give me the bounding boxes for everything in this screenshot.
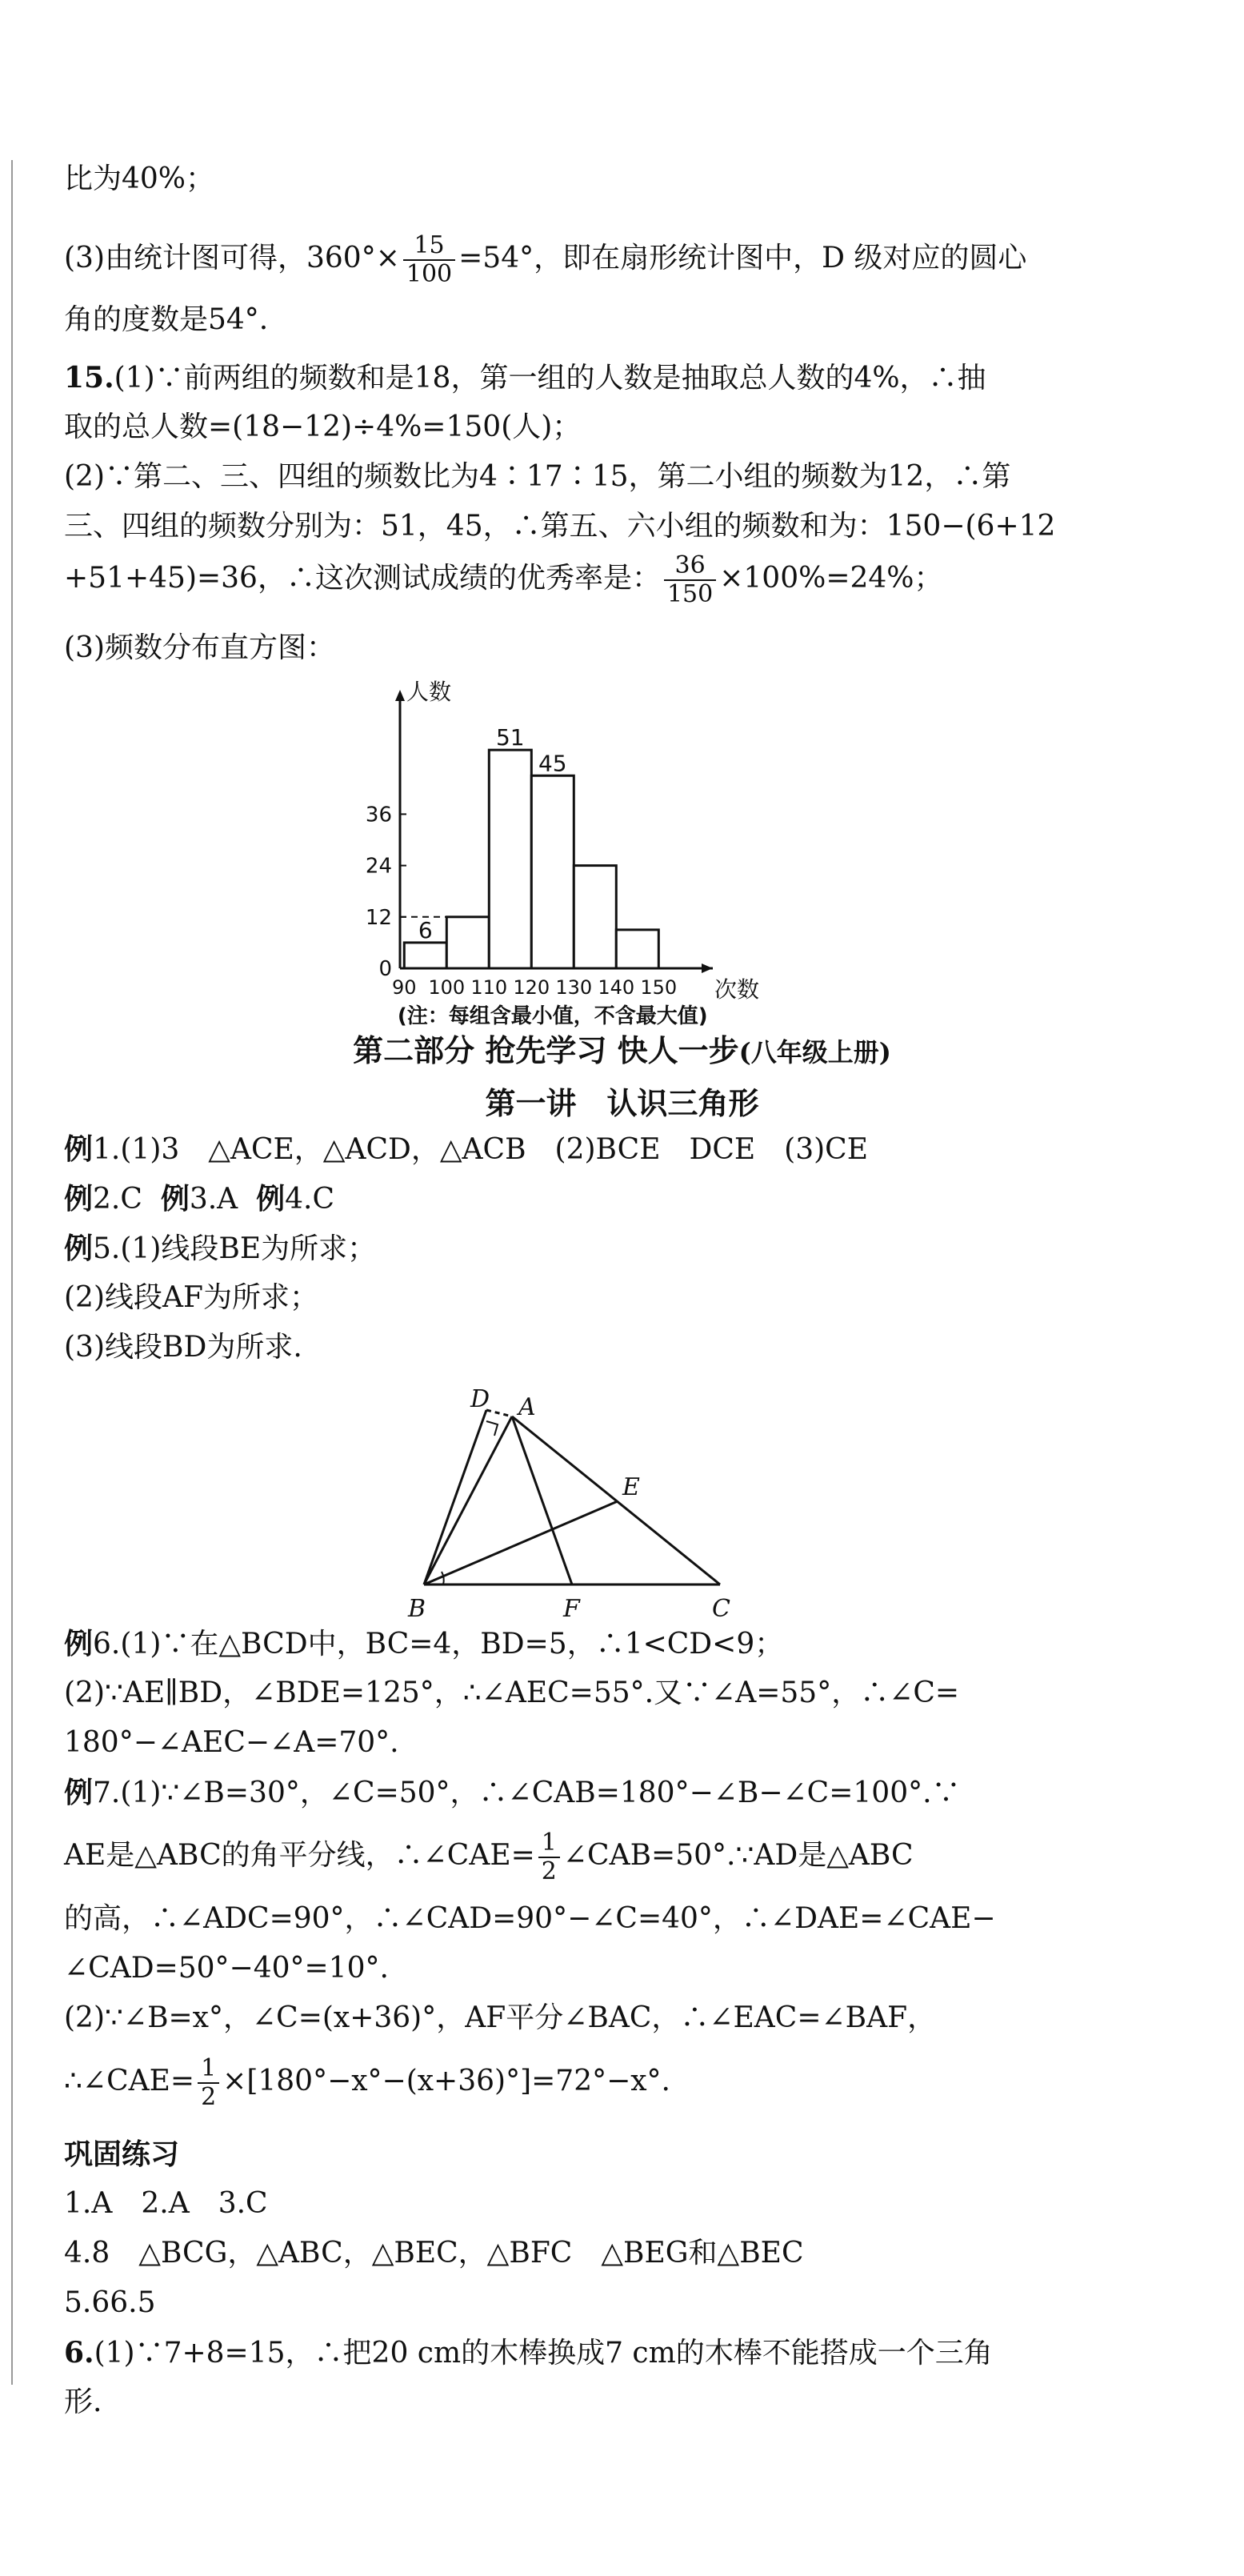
example-label: 例 (64, 1232, 94, 1265)
bar-value-label: 6 (418, 916, 433, 943)
label-e: E (622, 1473, 640, 1501)
bar-value-label: 51 (495, 724, 525, 751)
example-label: 例 (64, 1182, 94, 1216)
example-6 (64, 1625, 783, 1664)
histogram-note: (注：每组含最小值，不含最大值) (397, 1004, 708, 1028)
fraction-denominator: 150 (666, 580, 714, 608)
text-part: +51+45)=36，∴这次测试成绩的优秀率是： (64, 562, 661, 595)
y-tick-label: 36 (365, 803, 392, 827)
example-7-line-4: ∠CAD=50°−40°=10°. (64, 1952, 389, 1985)
label-f: F (563, 1595, 580, 1623)
problem-number: 15. (64, 361, 114, 395)
example-5-part-2: (2)线段AF为所求； (64, 1281, 318, 1314)
x-axis-arrow (702, 963, 713, 973)
problem-number: 6. (64, 2336, 94, 2370)
fraction (664, 552, 716, 608)
example-label: 例 (256, 1182, 286, 1216)
text-line-4 (64, 359, 986, 398)
practice-answer-4: 4.8 △BCG，△ABC，△BEC，△BFC △BEG和△BEC (64, 2237, 804, 2270)
example-1 (64, 1130, 868, 1169)
fraction-denominator: 100 (406, 260, 453, 288)
x-tick-label: 90 (392, 976, 417, 999)
margin-line (11, 160, 13, 2385)
text-part: (3)由统计图可得，360°× (64, 242, 400, 274)
fraction-numerator: 1 (538, 1829, 560, 1858)
text-part: 6.(1)∵在△BCD中，BC=4，BD=5，∴1<CD<9； (93, 1628, 784, 1661)
histogram-bar (489, 750, 531, 968)
example-label: 例 (64, 1132, 94, 1166)
part-heading-grade: (八年级上册) (738, 1037, 891, 1068)
part-heading-main: 第二部分 抢先学习 快人一步 (353, 1032, 739, 1068)
text-line-9: (3)频数分布直方图： (64, 631, 335, 664)
example-2-4 (64, 1180, 334, 1219)
x-axis-label: 次数 (714, 976, 760, 1003)
fraction-denominator: 2 (201, 2083, 217, 2111)
label-d: D (470, 1385, 490, 1413)
text-part: 2.C (93, 1183, 142, 1216)
practice-answer-6 (64, 2334, 993, 2373)
text-part: 1.(1)3 △ACE，△ACD，△ACB (2)BCE DCE (3)CE (93, 1133, 868, 1166)
fraction (538, 1829, 560, 1885)
histogram-bar (574, 866, 616, 968)
segment-bd (424, 1410, 486, 1584)
histogram-bar (404, 943, 446, 968)
y-axis-label: 人数 (406, 679, 452, 705)
practice-answers-1-3: 1.A 2.A 3.C (64, 2187, 268, 2220)
label-a: A (518, 1393, 536, 1421)
segment-be (424, 1501, 618, 1584)
y-axis-arrow (395, 690, 405, 701)
example-5 (64, 1229, 376, 1268)
fraction-numerator: 15 (403, 232, 455, 261)
text-line-7: 三、四组的频数分别为：51，45，∴第五、六小组的频数和为：150−(6+12 (64, 510, 1056, 543)
fraction (198, 2055, 219, 2111)
example-6-part-2: (2)∵AE∥BD，∠BDE=125°，∴∠AEC=55°.又∵∠A=55°，∴∠C= (64, 1677, 960, 1709)
fraction-denominator: 2 (541, 1857, 557, 1885)
fraction-numerator: 1 (198, 2055, 219, 2084)
text-part: 5.(1)线段BE为所求； (93, 1232, 377, 1265)
text-part: (1)∵前两组的频数和是18，第一组的人数是抽取总人数的4%，∴抽 (114, 362, 986, 395)
practice-title: 巩固练习 (64, 2137, 180, 2171)
text-part: (1)∵7+8=15，∴把20 cm的木棒换成7 cm的木棒不能搭成一个三角 (94, 2337, 993, 2370)
x-tick-label: 130 (555, 976, 593, 999)
text-part: AE是△ABC的角平分线，∴∠CAE= (64, 1839, 535, 1872)
right-angle-mark (486, 1421, 498, 1436)
example-7-part-2-line-2 (64, 2055, 670, 2111)
example-7-line-2 (64, 1829, 914, 1885)
x-tick-label: 150 (640, 976, 678, 999)
part-heading (0, 1031, 1244, 1072)
text-part: ×100%=24%； (719, 562, 943, 595)
label-c: C (712, 1595, 730, 1623)
example-label: 例 (64, 1627, 94, 1661)
histogram-bar (446, 917, 489, 968)
text-line-2 (64, 232, 1026, 288)
text-line-5: 取的总人数=(18−12)÷4%=150(人)； (64, 411, 582, 443)
text-part: =54°，即在扇形统计图中，D 级对应的圆心 (458, 242, 1027, 274)
bar-value-label: 45 (538, 750, 567, 777)
segment-ba (424, 1416, 512, 1584)
example-5-part-3: (3)线段BD为所求. (64, 1331, 302, 1364)
y-tick-label: 0 (378, 957, 392, 981)
example-7-line-3: 的高，∴∠ADC=90°，∴∠CAD=90°−∠C=40°，∴∠DAE=∠CAE− (64, 1902, 996, 1935)
label-b: B (408, 1595, 426, 1623)
x-tick-label: 100 (428, 976, 466, 999)
text-line-6: (2)∵第二、三、四组的频数比为4∶17∶15，第二小组的频数为12，∴第 (64, 460, 1011, 493)
y-tick-label: 12 (365, 905, 392, 930)
example-label: 例 (64, 1776, 94, 1809)
frequency-histogram (352, 672, 760, 1028)
histogram-bar (531, 775, 574, 968)
y-tick-label: 24 (365, 854, 392, 879)
segment-da (486, 1410, 512, 1416)
example-label: 例 (160, 1182, 190, 1216)
text-part: ∴∠CAE= (64, 2065, 195, 2097)
x-tick-label: 140 (598, 976, 635, 999)
text-line-8 (64, 552, 943, 608)
text-line-1: 比为40%； (64, 162, 215, 195)
text-part: ×[180°−x°−(x+36)°]=72°−x°. (222, 2065, 671, 2097)
text-part: 7.(1)∵∠B=30°，∠C=50°，∴∠CAB=180°−∠B−∠C=100°.∵ (93, 1777, 961, 1809)
x-tick-label: 110 (470, 976, 508, 999)
practice-answer-6-line-2: 形. (64, 2386, 102, 2418)
x-tick-label: 120 (513, 976, 550, 999)
fraction-numerator: 36 (664, 552, 716, 581)
example-7 (64, 1773, 961, 1813)
lecture-heading: 第一讲 认识三角形 (485, 1085, 759, 1121)
fraction (403, 232, 455, 288)
example-7-part-2: (2)∵∠B=x°，∠C=(x+36)°，AF平分∠BAC，∴∠EAC=∠BAF， (64, 2001, 937, 2034)
practice-answer-5: 5.66.5 (64, 2286, 156, 2319)
text-part: 3.A (189, 1183, 238, 1216)
text-line-3: 角的度数是54°. (64, 303, 269, 336)
triangle-diagram (392, 1385, 776, 1633)
text-part: ∠CAB=50°.∵AD是△ABC (562, 1839, 914, 1872)
text-part: 4.C (285, 1183, 334, 1216)
example-6-part-3: 180°−∠AEC−∠A=70°. (64, 1726, 399, 1759)
histogram-bar (616, 930, 658, 968)
